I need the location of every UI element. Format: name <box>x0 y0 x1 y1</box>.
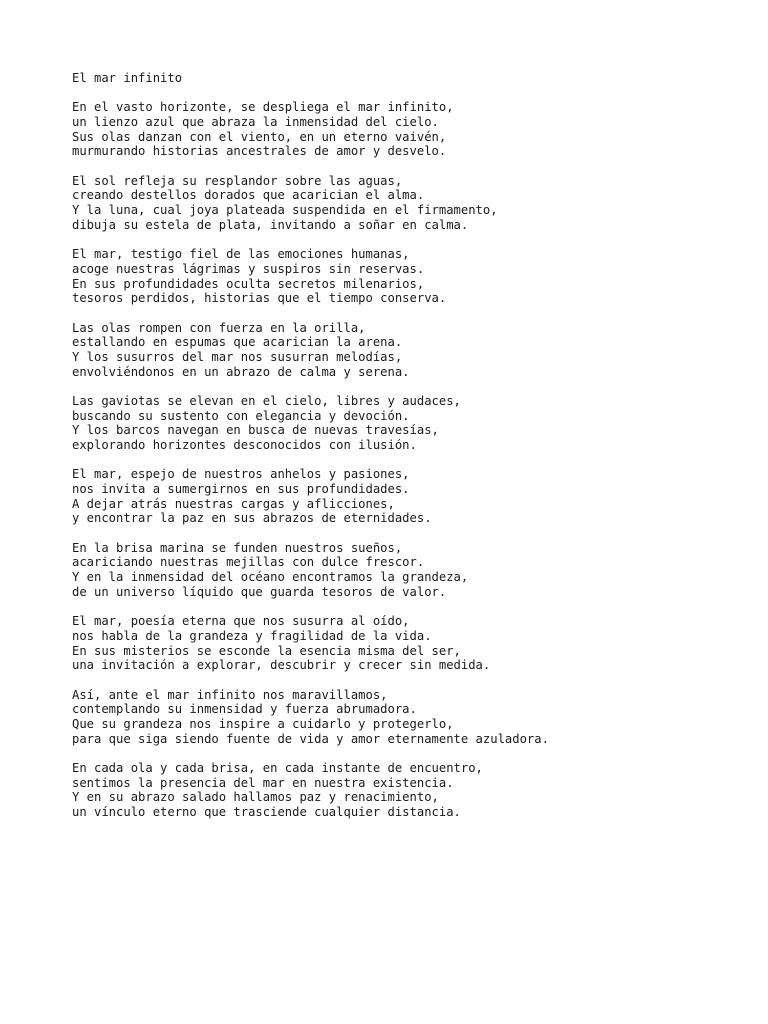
poem-line: acoge nuestras lágrimas y suspiros sin reservas. <box>72 261 425 276</box>
poem-line: envolviéndonos en un abrazo de calma y serena. <box>72 364 410 379</box>
poem-line: un lienzo azul que abraza la inmensidad del cielo. <box>72 115 439 129</box>
poem-title: El mar infinito <box>72 71 183 85</box>
poem-line: tesoros perdidos, historias que el tiempo conserva. <box>72 291 447 306</box>
poem-line: Las gaviotas se elevan en el cielo, libres y audaces, <box>72 393 461 408</box>
poem-line: En cada ola y cada brisa, en cada instante de encuentro, <box>72 760 483 775</box>
poem-line: En sus misterios se esconde la esencia misma del ser, <box>72 643 461 658</box>
poem-line: Que su grandeza nos inspire a cuidarlo y protegerlo, <box>72 716 454 731</box>
poem-line: contemplando su inmensidad y fuerza abrumadora. <box>72 702 417 717</box>
poem-stanza <box>72 394 752 453</box>
poem-stanza <box>72 467 752 526</box>
poem-line: Y los susurros del mar nos susurran melodías, <box>72 349 403 364</box>
poem-line: explorando horizontes desconocidos con ilusión. <box>72 438 417 453</box>
poem-stanza <box>72 321 752 380</box>
poem-line: acariciando nuestras mejillas con dulce frescor. <box>72 555 425 570</box>
poem-line: El mar, poesía eterna que nos susurra al oído, <box>72 614 410 629</box>
poem-line: Y la luna, cual joya plateada suspendida en el firmamento, <box>72 203 498 218</box>
poem-line: El mar, testigo fiel de las emociones humanas, <box>72 247 410 262</box>
poem-line: El sol refleja su resplandor sobre las aguas, <box>72 173 403 188</box>
poem-line: sentimos la presencia del mar en nuestra existencia. <box>72 775 454 790</box>
poem-line: En la brisa marina se funden nuestros sueños, <box>72 540 403 555</box>
poem-line: El mar, espejo de nuestros anhelos y pasiones, <box>72 467 410 482</box>
poem-line: Y los barcos navegan en busca de nuevas travesías, <box>72 423 439 438</box>
poem-line: En el vasto horizonte, se despliega el mar infinito, <box>72 100 454 115</box>
poem-line: estallando en espumas que acarician la arena. <box>72 335 403 350</box>
poem-stanza <box>72 100 752 159</box>
poem-line: A dejar atrás nuestras cargas y aflicciones, <box>72 496 395 511</box>
poem-line: Así, ante el mar infinito nos maravillamos, <box>72 687 388 702</box>
poem-line: Y en su abrazo salado hallamos paz y renacimiento, <box>72 790 439 805</box>
poem-line: un vínculo eterno que trasciende cualquier distancia. <box>72 805 461 820</box>
poem-stanza <box>72 247 752 306</box>
poem-line: Las olas rompen con fuerza en la orilla, <box>72 320 366 335</box>
poem-stanza <box>72 174 752 233</box>
poem-line: nos invita a sumergirnos en sus profundidades. <box>72 482 410 497</box>
poem-line: buscando su sustento con elegancia y devoción. <box>72 408 410 423</box>
poem-line: nos habla de la grandeza y fragilidad de la vida. <box>72 628 432 643</box>
poem-line: Y en la inmensidad del océano encontramos la grandeza, <box>72 570 469 585</box>
poem-line: creando destellos dorados que acarician el alma. <box>72 188 425 203</box>
poem-stanza <box>72 541 752 600</box>
poem-line: En sus profundidades oculta secretos milenarios, <box>72 276 425 291</box>
poem-stanza <box>72 614 752 673</box>
poem-line: Sus olas danzan con el viento, en un eterno vaivén, <box>72 129 447 144</box>
poem-line: dibuja su estela de plata, invitando a soñar en calma. <box>72 217 469 232</box>
document-page <box>72 71 752 834</box>
poem-line: para que siga siendo fuente de vida y amor eternamente azuladora. <box>72 731 549 746</box>
poem-line: de un universo líquido que guarda tesoros de valor. <box>72 584 447 599</box>
poem-body <box>72 100 752 819</box>
poem-line: murmurando historias ancestrales de amor y desvelo. <box>72 144 447 159</box>
poem-line: una invitación a explorar, descubrir y crecer sin medida. <box>72 658 491 673</box>
poem-stanza <box>72 761 752 820</box>
poem-line: y encontrar la paz en sus abrazos de eternidades. <box>72 511 432 526</box>
poem-stanza <box>72 688 752 747</box>
